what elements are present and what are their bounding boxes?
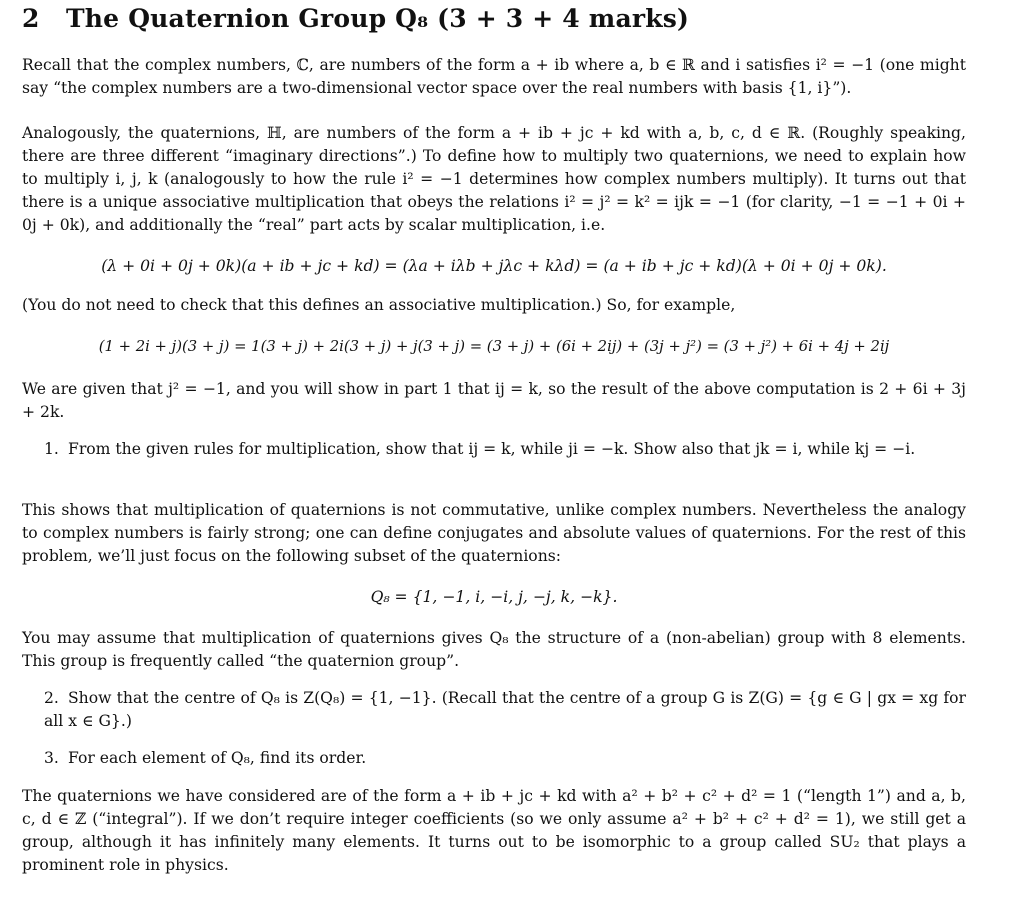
question-2-marker: 2. xyxy=(44,689,59,707)
paragraph-quaternions-definition: Analogously, the quaternions, ℍ, are numbers of the form a + ib + jc + kd with a, b, c, d ∈ ℝ. (Roughly speaking, there are three different “imaginary directions”.) To define how to multiply two quaternions, we need to explain how to multiply i, j, k (analogously to how the rule i² = −1 determines how complex numbers multiply). It turns out that there is a unique associative multiplication that obeys the relations i² = j² = k² = ijk = −1 (for clarity, −1 = −1 + 0i + 0j + 0k), and additionally the “real” part acts by scalar multiplication, i.e. xyxy=(22,124,966,234)
question-1 xyxy=(44,438,966,461)
question-1-marker: 1. xyxy=(44,440,59,458)
question-3 xyxy=(44,747,966,770)
paragraph-complex-numbers: Recall that the complex numbers, ℂ, are numbers of the form a + ib where a, b ∈ ℝ and i satisfies i² = −1 (one might say “the complex numbers are a two-dimensional vector space over the real numbers with basis {1, i}”). xyxy=(22,56,966,97)
equation-scalar-multiplication: (λ + 0i + 0j + 0k)(a + ib + jc + kd) = (λa + iλb + jλc + kλd) = (a + ib + jc + kd)(λ + 0i + 0j + 0k). xyxy=(101,257,887,275)
section-number: 2 xyxy=(22,4,40,33)
paragraph-su2: The quaternions we have considered are of the form a + ib + jc + kd with a² + b² + c² + d² = 1 (“length 1”) and a, b, c, d ∈ ℤ (“integral”). If we don’t require integer coefficients (so we only assume a² + b² + c² + d² = 1), we still get a group, although it has infinitely many elements. It turns out to be isomorphic to a group called SU₂ that plays a prominent role in physics. xyxy=(22,787,966,874)
question-3-marker: 3. xyxy=(44,749,59,767)
question-2-text: Show that the centre of Q₈ is Z(Q₈) = {1, −1}. (Recall that the centre of a group G is Z(G) = {g ∈ G | gx = xg for all x ∈ G}.) xyxy=(44,689,966,730)
question-3-text: For each element of Q₈, find its order. xyxy=(68,749,367,767)
question-1-text: From the given rules for multiplication, show that ij = k, while ji = −k. Show also that jk = i, while kj = −i. xyxy=(68,440,916,458)
paragraph-group-structure: You may assume that multiplication of quaternions gives Q₈ the structure of a (non-abelian) group with 8 elements. This group is frequently called “the quaternion group”. xyxy=(22,629,966,670)
section-heading xyxy=(22,4,689,33)
paragraph-noncommutative: This shows that multiplication of quaternions is not commutative, unlike complex numbers. Nevertheless the analogy to complex numbers is fairly strong; one can define conjugates and absolute values of quaternions. For the rest of this problem, we’ll just focus on the following subset of the quaternions: xyxy=(22,501,966,565)
section-title: The Quaternion Group Q₈ (3 + 3 + 4 marks) xyxy=(66,4,690,33)
paragraph-associativity-note: (You do not need to check that this defines an associative multiplication.) So, for example, xyxy=(22,296,736,314)
paragraph-example-result: We are given that j² = −1, and you will show in part 1 that ij = k, so the result of the above computation is 2 + 6i + 3j + 2k. xyxy=(22,380,966,421)
equation-q8-definition: Q₈ = {1, −1, i, −i, j, −j, k, −k}. xyxy=(370,588,618,606)
question-2 xyxy=(44,687,966,733)
equation-example-computation: (1 + 2i + j)(3 + j) = 1(3 + j) + 2i(3 + j) + j(3 + j) = (3 + j) + (6i + 2ij) + (3j + j²) = (3 + j²) + 6i + 4j + 2ij xyxy=(98,338,890,355)
